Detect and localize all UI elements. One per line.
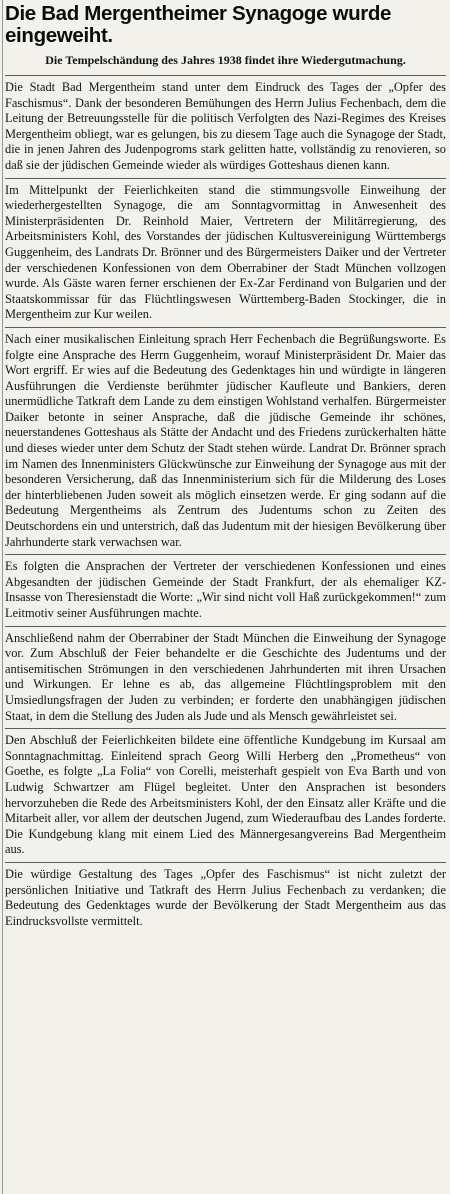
article-paragraph-7: Die würdige Gestaltung des Tages „Opfer des Faschismus“ ist nicht zuletzt der persönlichen Initiative und Tatkraft des Herrn Julius Fechenbach zu verdanken; die Bedeutung des Gedenktages wurde der Bevölkerung der Stadt Mergentheim aus das Eindrucksvollste vermittelt. xyxy=(5,866,446,928)
article-paragraph-1: Die Stadt Bad Mergentheim stand unter dem Eindruck des Tages der „Opfer des Faschismus“. Dank der besonderen Bemühungen des Herrn Julius Fechenbach, dem die Leitung der Betreuungsstelle für die politisch Verfolgten des Nazi-Regimes des Kreises Mergentheim obliegt, war es gelungen, bis zu diesem Tage auch die Synagoge der Stadt, die in jenen Jahren des Judenpogroms stark gelitten hatte, vollständig zu renovieren, so daß sie der jüdischen Gemeinde wieder als würdiges Gotteshaus dienen kann. xyxy=(5,80,446,172)
paragraph-divider xyxy=(5,75,446,76)
paragraph-divider xyxy=(5,554,446,555)
paragraph-divider xyxy=(5,728,446,729)
article-paragraph-5: Anschließend nahm der Oberrabiner der Stadt München die Einweihung der Synagoge vor. Zum Abschluß der Feier behandelte er die Geschichte des Judentums und der antisemitischen Strömungen in den verschiedenen Jahrhunderten mit ihren Ursachen und Wirkungen. Er lehne es ab, das allgemeine Flüchtlingsproblem mit den Umsiedlungsfragen der Juden zu verbinden; er forderte den unabhängigen jüdischen Staat, in dem die Stellung des Juden als Jude und als Mensch gewährleistet sei. xyxy=(5,630,446,723)
article-headline: Die Bad Mergentheimer Synagoge wurde eingeweiht. xyxy=(5,2,392,47)
article-body xyxy=(5,75,446,929)
paragraph-divider xyxy=(5,178,446,179)
paragraph-divider xyxy=(5,327,446,328)
article-paragraph-4: Es folgten die Ansprachen der Vertreter der verschiedenen Konfessionen und eines Abgesandten der jüdischen Gemeinde der Stadt Frankfurt, der als ehemaliger KZ-Insasse von Theresienstadt die Worte: „Wir sind nicht voll Haß zurückgekommen!“ zum Leitmotiv seiner Ausführungen machte. xyxy=(5,559,446,620)
paragraph-divider xyxy=(5,626,446,627)
article-paragraph-2: Im Mittelpunkt der Feierlichkeiten stand die stimmungsvolle Einweihung der wiederhergestellten Synagoge, die am Sonntagvormittag in Anwesenheit des Ministerpräsidenten Dr. Reinhold Maier, Vertretern der Militärregierung, des Arbeitsministers Kohl, des Vorstandes der jüdischen Kultusvereinigung Württembergs Guggenheim, des Landrats Dr. Brönner und des Bürgermeisters Daiker und der Vertreter der verschiedenen Konfessionen von dem Oberrabiner der Stadt München vollzogen wurde. Als Gäste waren ferner erschienen der Ex-Zar Ferdinand von Bulgarien und der Staatskommissar für das Flüchtlingswesen Württemberg-Baden Stockinger, die in Mergentheim zur Kur weilen. xyxy=(5,182,446,322)
article-paragraph-3: Nach einer musikalischen Einleitung sprach Herr Fechenbach die Begrüßungsworte. Es folgte eine Ansprache des Herrn Guggenheim, worauf Ministerpräsident Dr. Maier das Wort ergriff. Er wies auf die Bedeutung des Gedenktages hin und würdigte in längeren Ausführungen die Verdienste berühmter jüdischer Kaufleute und Bankiers, deren unermüdliche Tatkraft dem Lande zu dem einstigen Wohlstand verhalfen. Bürgermeister Daiker betonte in seiner Ansprache, daß die jüdische Gemeinde ihr schönes, neuerstandenes Gotteshaus als Stätte der Andacht und des Friedens zurückerhalten hätte und dieses wieder unter dem Schutz der Stadt stehen würde. Landrat Dr. Brönner sprach im Namen des Innenministers Glückwünsche zur Einweihung der Synagoge aus mit der besonderen Versicherung, daß das Innenministerium sich für die Milderung des Loses der hinterbliebenen Juden soweit als möglich einsetzen werde. Er ging sodann auf die Bedeutung Mergentheims als Zentrum des Judentums schon zu Zeiten des Deutschordens ein und unterstrich, daß das Judentum mit der hiesigen Bevölkerung über Jahrhunderte stark verwachsen war. xyxy=(5,331,446,549)
article-paragraph-6: Den Abschluß der Feierlichkeiten bildete eine öffentliche Kundgebung im Kursaal am Sonntagnachmittag. Einleitend sprach Georg Willi Herberg den „Prometheus“ von Goethe, es folgte „La Folia“ von Corelli, meisterhaft gespielt von Eva Barth und von Ludwig Schwartzer am Flügel begleitet. Unter den Ansprachen ist besonders hervorzuheben die Rede des Arbeitsministers Kohl, der den Einsatz aller Kräfte und die Mitarbeit aller, vor allem der deutschen Jugend, zum Wiederaufbau des Landes forderte. Die Kundgebung klang mit einem Lied des Männergesangvereins Bad Mergentheim aus. xyxy=(5,733,446,857)
paragraph-divider xyxy=(5,862,446,863)
article-subheadline: Die Tempelschändung des Jahres 1938 findet ihre Wiedergutmachung. xyxy=(45,53,406,67)
